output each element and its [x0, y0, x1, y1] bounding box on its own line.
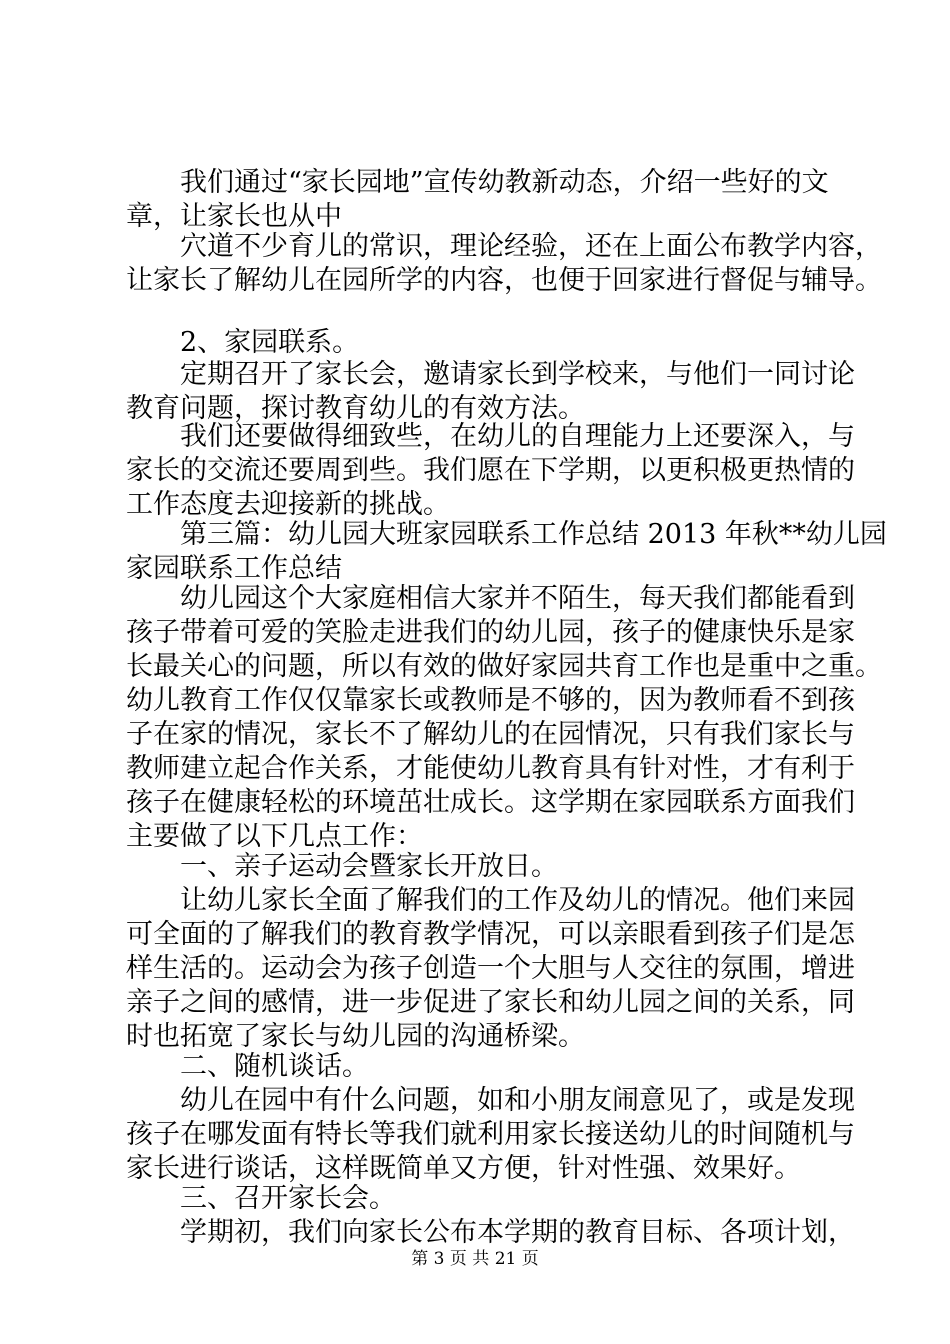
paragraph-line: 孩子在健康轻松的环境茁壮成长。这学期在家园联系方面我们: [126, 787, 855, 818]
paragraph-line: 可全面的了解我们的教育教学情况，可以亲眼看到孩子们是怎: [126, 919, 855, 950]
paragraph-line: 我们通过“家长园地”宣传幼教新动态，介绍一些好的文: [180, 167, 829, 198]
paragraph-line: 让家长了解幼儿在园所学的内容，也便于回家进行督促与辅导。: [126, 265, 882, 296]
paragraph-line: 让幼儿家长全面了解我们的工作及幼儿的情况。他们来园: [180, 885, 855, 916]
section-heading: 一、亲子运动会暨家长开放日。: [180, 851, 558, 882]
paragraph-line: 工作态度去迎接新的挑战。: [126, 489, 450, 520]
paragraph-line: 我们还要做得细致些，在幼儿的自理能力上还要深入，与: [180, 421, 855, 452]
paragraph-line: 样生活的。运动会为孩子创造一个大胆与人交往的氛围，增进: [126, 953, 855, 984]
page-number-footer: 第 3 页 共 21 页: [411, 1249, 539, 1269]
paragraph-line: 家长进行谈话，这样既简单又方便，针对性强、效果好。: [126, 1153, 801, 1184]
paragraph-line: 幼儿教育工作仅仅靠家长或教师是不够的，因为教师看不到孩: [126, 685, 855, 716]
paragraph-line: 家长的交流还要周到些。我们愿在下学期，以更积极更热情的: [126, 455, 855, 486]
paragraph-line: 子在家的情况，家长不了解幼儿的在园情况，只有我们家长与: [126, 719, 855, 750]
paragraph-line: 长最关心的问题，所以有效的做好家园共育工作也是重中之重。: [126, 651, 882, 682]
section-heading: 三、召开家长会。: [180, 1183, 396, 1214]
paragraph-line: 孩子带着可爱的笑脸走进我们的幼儿园，孩子的健康快乐是家: [126, 617, 855, 648]
paragraph-line: 章，让家长也从中: [126, 201, 342, 232]
paragraph-line: 主要做了以下几点工作：: [126, 821, 423, 852]
chapter-title: 家园联系工作总结: [126, 553, 342, 584]
paragraph-line: 时也拓宽了家长与幼儿园的沟通桥梁。: [126, 1021, 585, 1052]
paragraph-line: 定期召开了家长会，邀请家长到学校来，与他们一同讨论: [180, 359, 855, 390]
paragraph-line: 教师建立起合作关系，才能使幼儿教育具有针对性，才有利于: [126, 753, 855, 784]
paragraph-line: 孩子在哪发面有特长等我们就利用家长接送幼儿的时间随机与: [126, 1119, 855, 1150]
paragraph-line: 教育问题，探讨教育幼儿的有效方法。: [126, 393, 585, 424]
section-heading: 二、随机谈话。: [180, 1051, 369, 1082]
chapter-title: 第三篇：幼儿园大班家园联系工作总结 2013 年秋**幼儿园: [180, 519, 887, 550]
paragraph-line: 亲子之间的感情，进一步促进了家长和幼儿园之间的关系，同: [126, 987, 855, 1018]
paragraph-line: 幼儿在园中有什么问题，如和小朋友闹意见了，或是发现: [180, 1085, 855, 1116]
paragraph-line: 学期初，我们向家长公布本学期的教育目标、各项计划，: [180, 1217, 855, 1248]
section-heading: 2、家园联系。: [180, 327, 360, 358]
paragraph-line: 穴道不少育儿的常识，理论经验，还在上面公布教学内容，: [180, 231, 882, 262]
paragraph-line: 幼儿园这个大家庭相信大家并不陌生，每天我们都能看到: [180, 583, 855, 614]
